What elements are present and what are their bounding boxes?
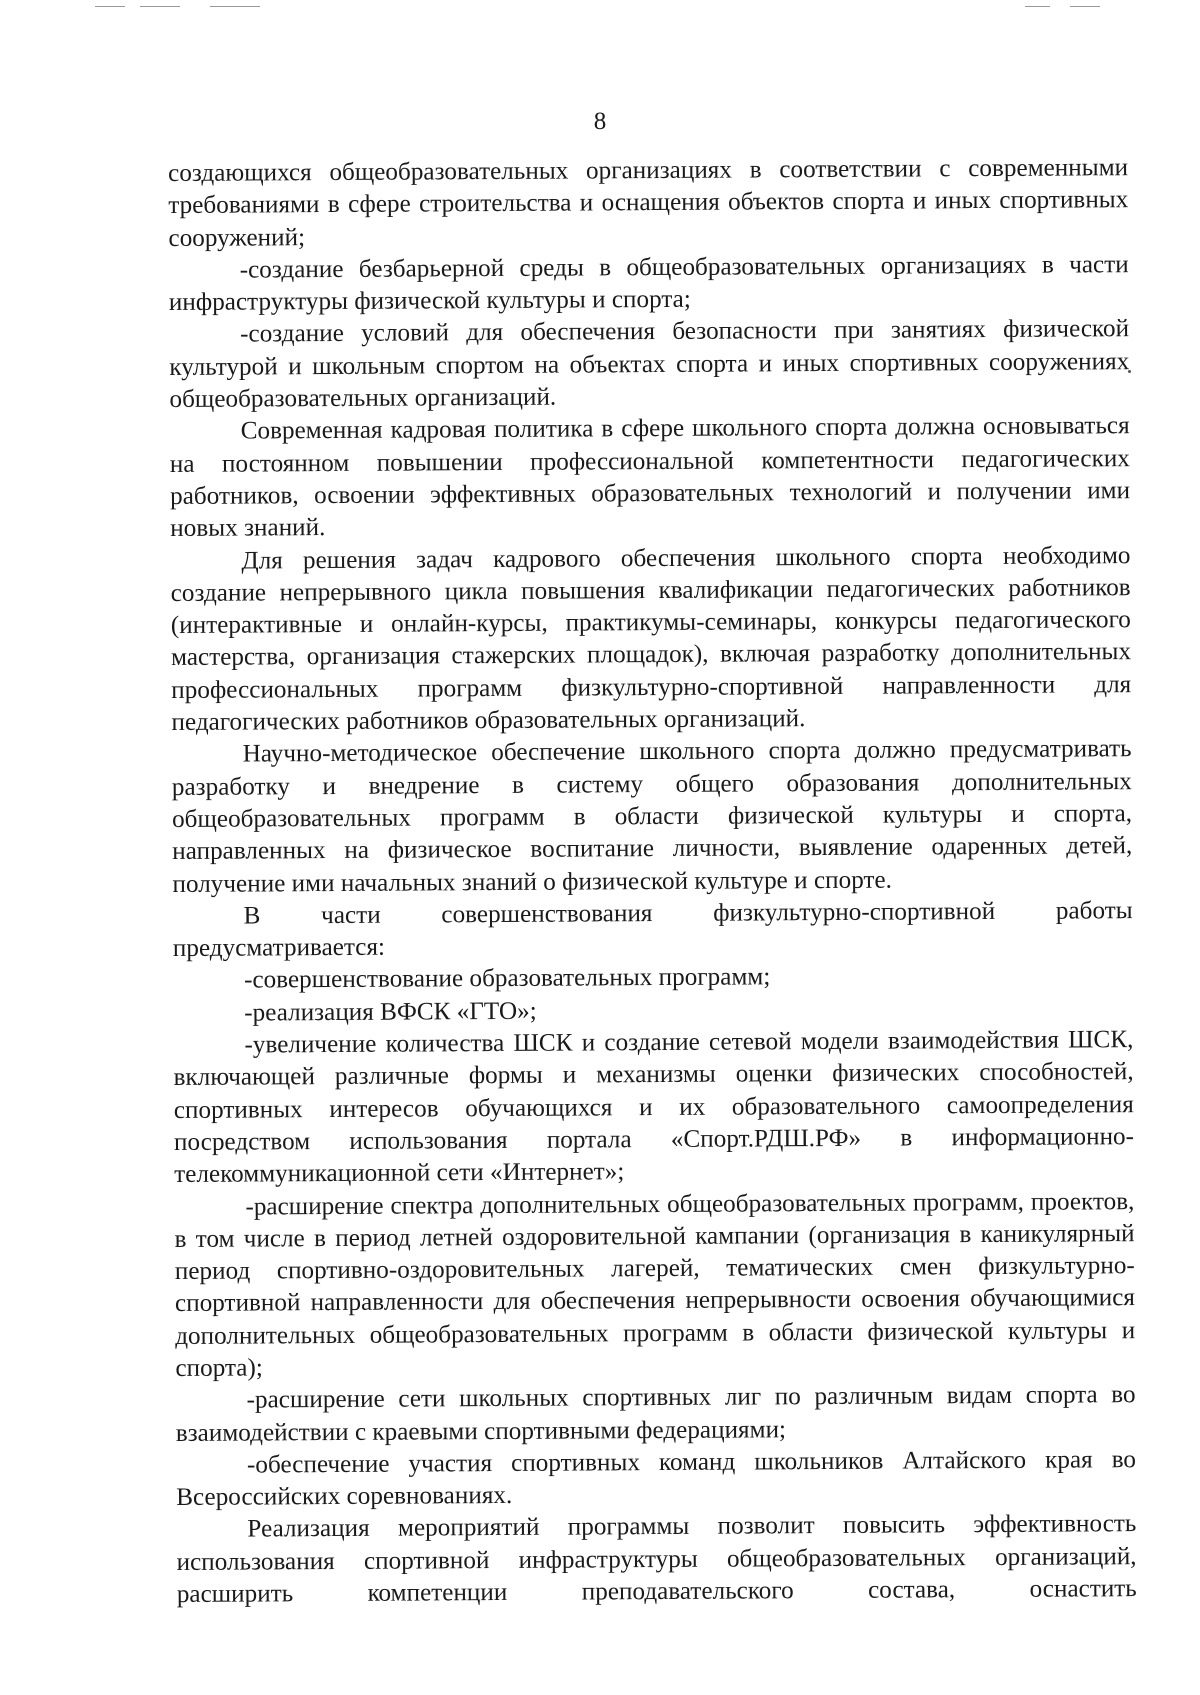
paragraph-staff-policy: Современная кадровая политика в сфере школьного спорта должна основываться на постоянном повышении профессиональной компетентности педагогических работников, освоении эффективных образовательных технологий и получении ими новых знаний. <box>169 412 1131 543</box>
document-body <box>168 152 1137 1611</box>
list-item-additional-programs: -расширение спектра дополнительных общеобразовательных программ, проектов, в том числе в период летней оздоровительной кампании (организация в каникулярный период спортивно-оздоровительных лагерей, тематических смен физкультурно-спортивной направленности для обеспечения непрерывности освоения обучающимися дополнительных общеобразовательных программ в области физической культуры и спорта); <box>174 1187 1136 1382</box>
paragraph-methodology: Научно-методическое обеспечение школьного спорта должно предусматривать разработку и внедрение в систему общего образования дополнительных общеобразовательных программ в области физической культуры и спорта, направленных на физическое воспитание личности, выявление одаренных детей, получение ими начальных знаний о физической культуре и спорте. <box>171 735 1133 898</box>
paragraph-improvement-intro: В части совершенствования физкультурно-спортивной работы предусматривается: <box>172 896 1133 963</box>
list-item-programs: -совершенствование образовательных программ; <box>243 963 771 994</box>
paragraph-continuation: создающихся общеобразовательных организациях в соответствии с современными требованиями в сфере строительства и оснащения объектов спорта и иных спортивных сооружений; <box>168 154 1129 252</box>
paragraph-staff-training: Для решения задач кадрового обеспечения школьного спорта необходимо создание непрерывного цикла повышения квалификации педагогических работников (интерактивные и онлайн-курсы, практикумы-семинары, конкурсы педагогического мастерства, организация стажерских площадок), включая разработку дополнительных профессиональных программ физкультурно-спортивной направленности для педагогических работников образовательных организаций. <box>170 541 1132 737</box>
paragraph-outcome: Реализация мероприятий программы позволит повысить эффективность использования спортивной инфраструктуры общеобразовательных организаций, расширить компетенции преподавательского состава, оснастить <box>176 1510 1137 1609</box>
list-item-gto: -реализация ВФСК «ГТО»; <box>244 997 537 1027</box>
list-item-competitions: -обеспечение участия спортивных команд школьников Алтайского края во Всероссийских соревнованиях. <box>176 1445 1137 1512</box>
list-item-school-clubs: -увеличение количества ШСК и создание сетевой модели взаимодействия ШСК, включающей различные формы и механизмы оценки физических способностей, спортивных интересов обучающихся и их образовательного самоопределения посредством использования портала «Спорт.РДШ.РФ» в информационно-телекоммуникационной сети «Интернет»; <box>173 1026 1135 1189</box>
paragraph-safety: -создание условий для обеспечения безопасности при занятиях физической культурой и школьным спортом на объектах спорта и иных спортивных сооружениях общеобразовательных организаций. <box>169 315 1130 414</box>
paragraph-barrier-free: -создание безбарьерной среды в общеобразовательных организациях в части инфраструктуры физической культуры и спорта; <box>168 251 1129 317</box>
list-item-sports-leagues: -расширение сети школьных спортивных лиг по различным видам спорта во взаимодействии с краевыми спортивными федерациями; <box>175 1381 1136 1447</box>
page-number: 8 <box>593 108 607 135</box>
scan-edge-marks <box>95 6 1105 8</box>
